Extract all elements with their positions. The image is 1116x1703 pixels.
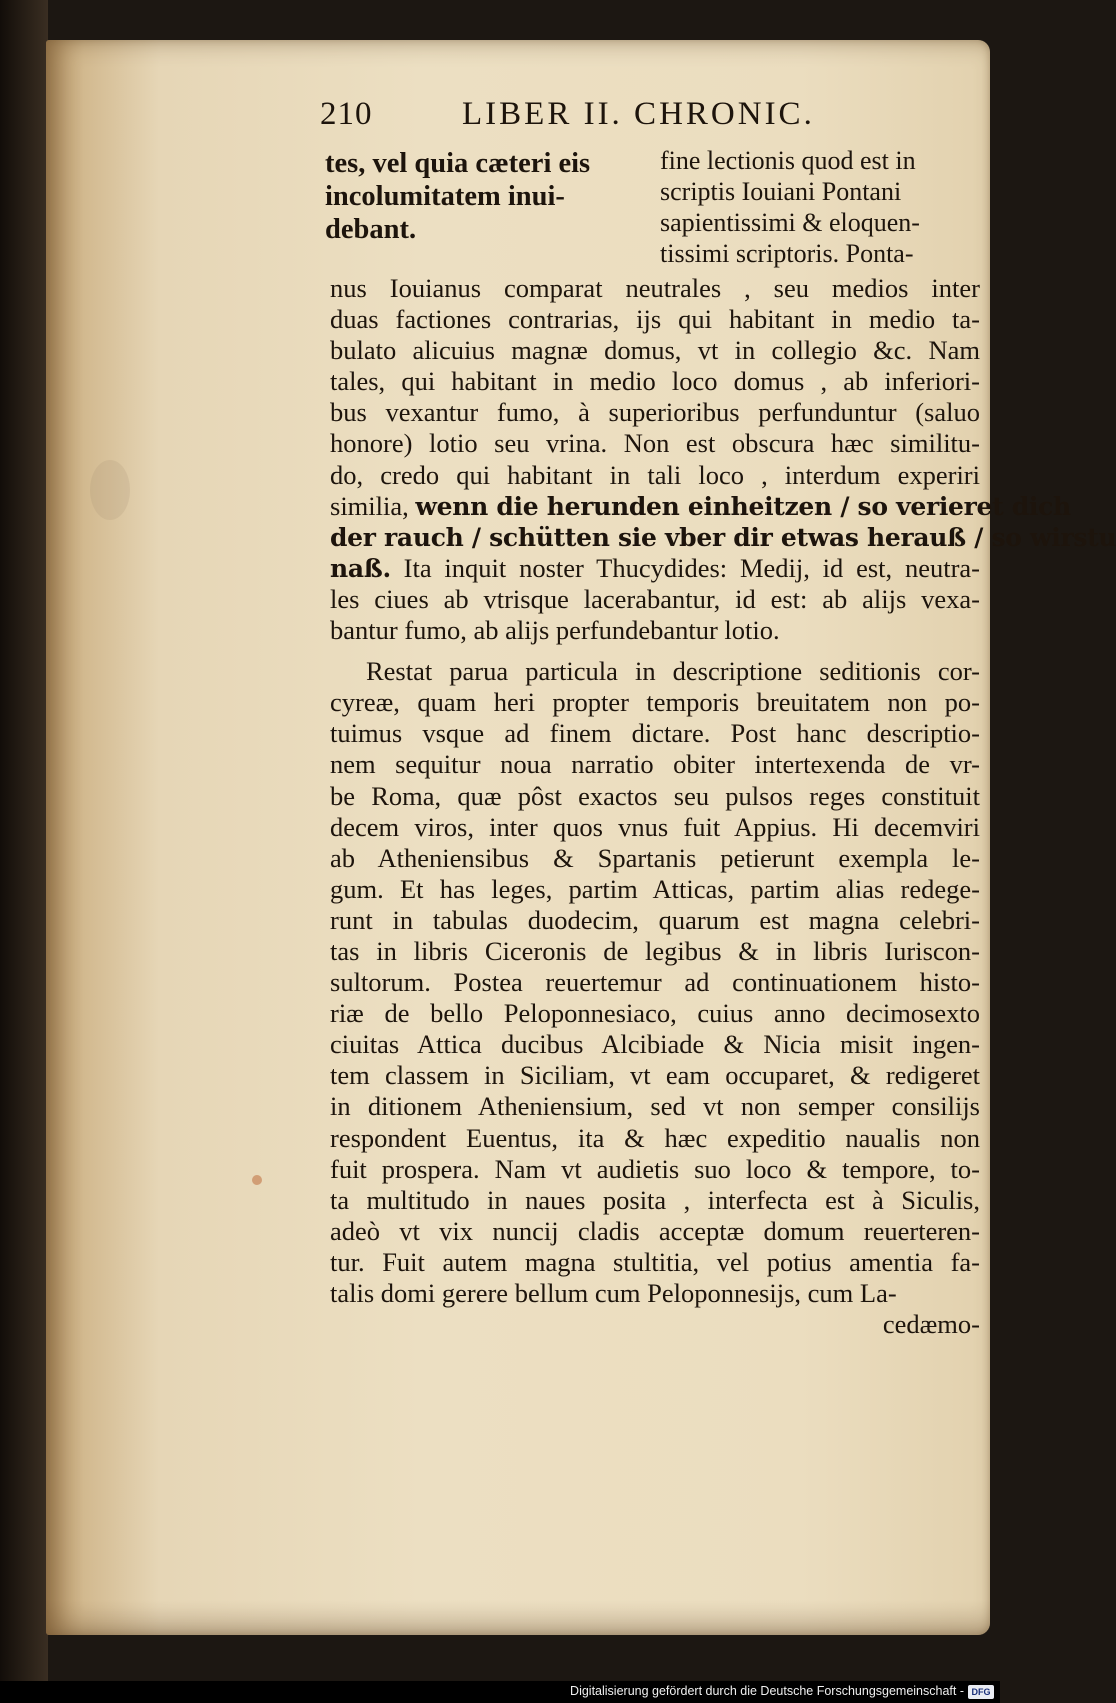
latin-text: tur. Fuit autem magna stultitia, vel potius amentia fa- bbox=[330, 1246, 980, 1277]
latin-text: be Roma, quæ pôst exactos seu pulsos reges constituit bbox=[330, 780, 980, 811]
dfg-logo: DFG bbox=[968, 1685, 994, 1699]
right-column-line: sapientissimi & eloquen- bbox=[660, 208, 920, 237]
latin-text: ab Atheniensibus & Spartanis petierunt exempla le- bbox=[330, 842, 980, 873]
latin-text: ciuitas Attica ducibus Alcibiade & Nicia misit ingen- bbox=[330, 1029, 980, 1060]
latin-text: sultorum. Postea reuertemur ad continuationem histo- bbox=[330, 967, 980, 998]
latin-text: do, credo qui habitant in tali loco , interdum experiri bbox=[330, 459, 980, 490]
body-line bbox=[330, 273, 980, 304]
latin-text: Ita inquit noster Thucydides: Medij, id est, neutra- bbox=[390, 552, 980, 583]
body-line bbox=[330, 1247, 980, 1278]
latin-text: in ditionem Atheniensium, sed vt non semper consilijs bbox=[330, 1091, 980, 1122]
footer-credit: Digitalisierung gefördert durch die Deutsche Forschungsgemeinschaft - bbox=[570, 1684, 964, 1698]
body-line bbox=[330, 1185, 980, 1216]
body-line bbox=[330, 615, 980, 646]
right-column-line: scriptis Iouiani Pontani bbox=[660, 177, 902, 206]
latin-text: riæ de bello Peloponnesiaco, cuius anno decimosexto bbox=[330, 998, 980, 1029]
latin-text: les ciues ab vtrisque lacerabantur, id est: ab alijs vexa- bbox=[330, 583, 980, 614]
page-bottom-edge bbox=[46, 1600, 990, 1635]
body-line bbox=[330, 687, 980, 718]
body-line bbox=[330, 1216, 980, 1247]
latin-text: tem classem in Siciliam, vt eam occuparet, & redigeret bbox=[330, 1060, 980, 1091]
body-line bbox=[330, 812, 980, 843]
body-line bbox=[330, 366, 980, 397]
latin-text: bantur fumo, ab alijs perfundebantur lotio. bbox=[330, 615, 780, 646]
latin-text: nem sequitur noua narratio obiter intertexenda de vr- bbox=[330, 749, 980, 780]
latin-text: tuimus vsque ad finem dictare. Post hanc descriptio- bbox=[330, 718, 980, 749]
left-column-line: tes, vel quia cæteri eis bbox=[325, 148, 591, 179]
german-quote: wenn die herunden einheitzen / so verieret dich bbox=[415, 491, 1071, 521]
right-column-line: fine lectionis quod est in bbox=[660, 146, 916, 175]
body-line bbox=[330, 1091, 980, 1122]
latin-text: tales, qui habitant in medio loco domus , ab inferiori- bbox=[330, 366, 980, 397]
body-line bbox=[330, 967, 980, 998]
body-line bbox=[330, 998, 980, 1029]
body-line bbox=[330, 335, 980, 366]
latin-text: tas in libris Ciceronis de legibus & in libris Iuriscon- bbox=[330, 935, 980, 966]
latin-text: respondent Euentus, ita & hæc expeditio naualis non bbox=[330, 1122, 980, 1153]
latin-text: runt in tabulas duodecim, quarum est magna celebri- bbox=[330, 904, 980, 935]
body-line bbox=[330, 1278, 980, 1309]
body-line bbox=[330, 749, 980, 780]
latin-text: Restat parua particula in descriptione seditionis cor- bbox=[366, 656, 980, 687]
body-line bbox=[330, 718, 980, 749]
body-line bbox=[330, 1060, 980, 1091]
latin-text: decem viros, inter quos vnus fuit Appius. Hi decemviri bbox=[330, 811, 980, 842]
paper-stain bbox=[90, 460, 130, 520]
left-column-line: debant. bbox=[325, 214, 417, 245]
body-line bbox=[330, 490, 1071, 522]
body-line bbox=[330, 460, 980, 491]
running-title: LIBER II. CHRONIC. bbox=[462, 96, 815, 132]
latin-text: gum. Et has leges, partim Atticas, partim alias redege- bbox=[330, 873, 980, 904]
body-line bbox=[330, 874, 980, 905]
latin-text: cyreæ, quam heri propter temporis breuitatem non po- bbox=[330, 687, 980, 718]
body-line bbox=[330, 781, 980, 812]
latin-text: fuit prospera. Nam vt audietis suo loco & tempore, to- bbox=[330, 1153, 980, 1184]
left-column-line: incolumitatem inui- bbox=[325, 181, 565, 212]
body-line bbox=[330, 1123, 980, 1154]
latin-text: similia, bbox=[330, 490, 416, 521]
latin-text: nus Iouianus comparat neutrales , seu medios inter bbox=[330, 273, 980, 303]
body-line bbox=[330, 1029, 980, 1060]
latin-text: talis domi gerere bellum cum Peloponnesijs, cum La- bbox=[330, 1278, 897, 1308]
body-line bbox=[330, 656, 980, 687]
latin-text: bus vexantur fumo, à superioribus perfunduntur (saluo bbox=[330, 397, 980, 428]
footer-bar bbox=[0, 1681, 1000, 1703]
body-line bbox=[330, 397, 980, 428]
latin-text: duas factiones contrarias, ijs qui habitant in medio ta- bbox=[330, 304, 980, 335]
latin-text: ta multitudo in naues posita , interfecta est à Siculis, bbox=[330, 1184, 980, 1215]
body-line bbox=[330, 1154, 980, 1185]
body-line bbox=[330, 304, 980, 335]
body-text bbox=[330, 273, 1116, 1340]
page-header bbox=[320, 96, 840, 136]
body-line bbox=[330, 843, 980, 874]
page-number: 210 bbox=[320, 96, 373, 132]
body-line bbox=[330, 522, 1116, 553]
german-quote: der rauch / schütten sie vber dir etwas herauß / so wirstu bbox=[330, 522, 1116, 552]
left-column-text bbox=[325, 147, 630, 246]
right-column-line: tissimi scriptoris. Ponta- bbox=[660, 239, 914, 268]
latin-text: honore) lotio seu vrina. Non est obscura hæc similitu- bbox=[330, 428, 980, 459]
body-line bbox=[330, 584, 980, 615]
book-spine-shadow bbox=[0, 0, 48, 1703]
latin-text: bulato alicuius magnæ domus, vt in collegio &c. Nam bbox=[330, 335, 980, 366]
latin-text: adeò vt vix nuncij cladis acceptæ domum reuerteren- bbox=[330, 1215, 980, 1246]
body-line bbox=[330, 553, 980, 584]
body-line bbox=[330, 905, 980, 936]
body-line bbox=[330, 936, 980, 967]
right-column-text bbox=[660, 145, 980, 269]
ink-spot bbox=[252, 1175, 262, 1185]
german-quote: naß. bbox=[330, 553, 391, 583]
body-line bbox=[330, 428, 980, 459]
catchword: cedæmo- bbox=[882, 1309, 980, 1340]
